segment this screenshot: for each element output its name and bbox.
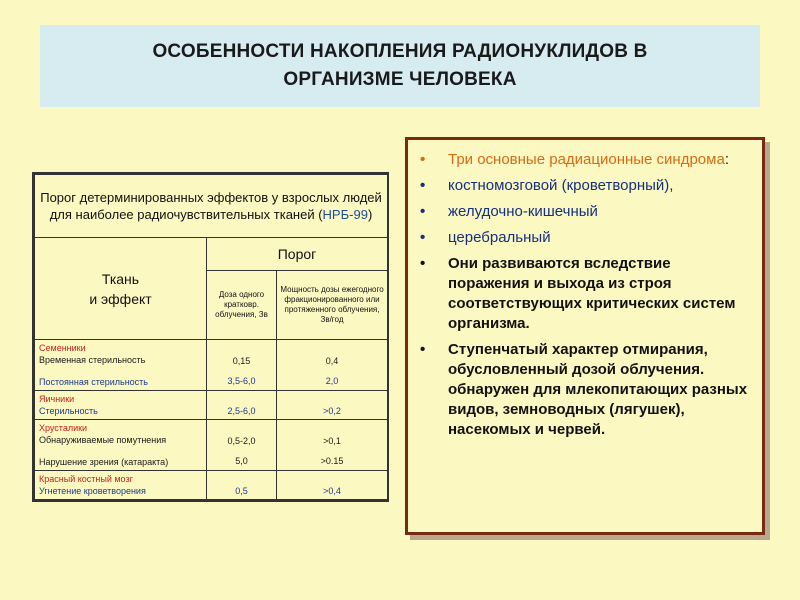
annual-dose-value: >0,4	[323, 486, 341, 496]
bullet-icon: •	[420, 177, 426, 194]
syndrome-bone-marrow: костномозговой (кроветворный),	[448, 177, 674, 194]
list-item: • Три основные радиационные синдрома:	[420, 151, 729, 168]
column-header-tissue: Ткань и эффект	[35, 238, 207, 340]
single-dose-value: 0,15	[232, 356, 251, 366]
bullet-icon: •	[420, 341, 426, 358]
organ-label: Красный костный мозг	[39, 474, 133, 484]
single-dose-value: 2,5-6,0	[227, 406, 256, 416]
syndrome-gastrointestinal: желудочно-кишечный	[448, 203, 598, 220]
syndrome-cerebral: церебральный	[448, 229, 551, 246]
effect-label: Нарушение зрения (катаракта)	[39, 457, 169, 467]
single-dose-value: 0,5	[235, 486, 248, 496]
table-caption: Порог детерминированных эффектов у взрослых людей для наиболее радиочувствительных тканей (НРБ-99)	[35, 175, 388, 238]
column-header-single-dose: Доза одного кратковр. облучения, Зв	[207, 271, 277, 340]
annual-dose-value: >0.15	[320, 456, 344, 466]
threshold-table	[32, 172, 389, 502]
single-dose-value: 5,0	[235, 456, 248, 466]
single-dose-value: 3,5-6,0	[227, 376, 256, 386]
table-row	[35, 420, 388, 471]
effect-label: Постоянная стерильность	[39, 377, 148, 387]
effect-label: Угнетение кроветворения	[39, 486, 146, 496]
list-item	[420, 340, 752, 440]
syndromes-intro: Три основные радиационные синдрома	[448, 151, 725, 168]
list-item	[420, 202, 752, 222]
page-title-line-1: ОСОБЕННОСТИ НАКОПЛЕНИЯ РАДИОНУКЛИДОВ В	[152, 41, 648, 62]
paragraph-stepwise-death: Ступенчатый характер отмирания, обусловленный дозой облучения. обнаружен для млекопитающих разных видов, земноводных (лягушек), насекомых и червей.	[448, 341, 748, 438]
syndromes-panel	[405, 137, 765, 535]
paragraph-critical-systems: Они развиваются вследствие поражения и выхода из строя соответствующих критических систем организма.	[448, 255, 736, 332]
bullet-icon: •	[420, 151, 426, 168]
column-header-annual-dose: Мощность дозы ежегодного фракционированного или протяженного облучения, Зв/год	[277, 271, 388, 340]
annual-dose-value: >0,2	[323, 406, 341, 416]
bullet-icon: •	[420, 229, 426, 246]
table-row	[35, 391, 388, 420]
bullet-icon: •	[420, 203, 426, 220]
annual-dose-value: 2,0	[325, 376, 339, 386]
column-header-threshold: Порог	[207, 238, 388, 271]
effect-label: Временная стерильность	[39, 355, 146, 365]
single-dose-value: 0,5-2,0	[227, 436, 256, 446]
effect-label: Стерильность	[39, 406, 98, 416]
page-title-line-2: ОРГАНИЗМЕ ЧЕЛОВЕКА	[283, 69, 517, 90]
organ-label: Хрусталики	[39, 423, 88, 433]
annual-dose-value: >0,1	[323, 436, 341, 446]
annual-dose-value: 0,4	[325, 356, 339, 366]
list-item	[420, 228, 752, 248]
title-banner	[40, 25, 760, 107]
organ-label: Яичники	[39, 394, 75, 404]
list-item	[420, 176, 752, 196]
list-item	[420, 254, 752, 334]
table-row	[35, 471, 388, 500]
table-row	[35, 340, 388, 391]
bullet-icon: •	[420, 255, 426, 272]
organ-label: Семенники	[39, 343, 86, 353]
table-caption-ref: НРБ-99	[322, 207, 368, 222]
effect-label: Обнаруживаемые помутнения	[39, 435, 167, 445]
